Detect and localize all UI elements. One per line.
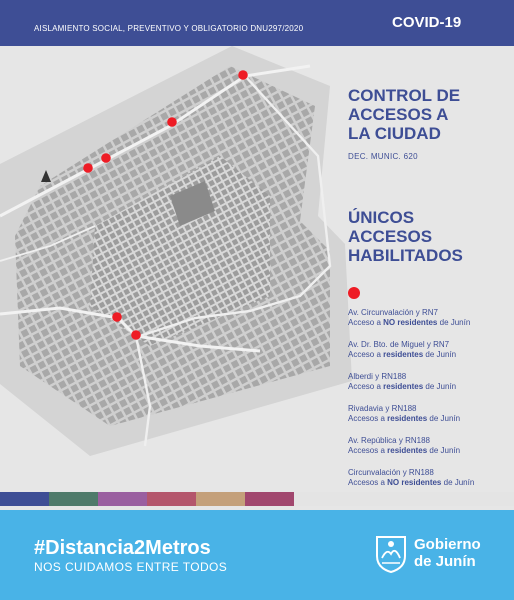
stripe (98, 492, 147, 506)
header-subtitle: AISLAMIENTO SOCIAL, PREVENTIVO Y OBLIGATORIO DNU297/2020 (34, 24, 304, 33)
panel-subtitle (348, 208, 508, 265)
footer-banner (0, 510, 514, 600)
access-point-2 (167, 117, 177, 127)
access-point-4 (83, 163, 93, 173)
note-highlight: NO residentes (387, 478, 442, 487)
panel-title-line: CONTROL DE (348, 86, 461, 105)
list-item (348, 436, 514, 468)
access-note (348, 478, 514, 488)
note-prefix: Accesos a (348, 414, 388, 423)
note-suffix: de Junín (441, 478, 475, 487)
note-prefix: Acceso a (348, 382, 384, 391)
main-area (0, 46, 514, 492)
access-road: Av. República y RN188 (348, 436, 430, 445)
color-stripes (0, 492, 294, 506)
note-suffix: de Junín (423, 350, 457, 359)
stripe (0, 492, 49, 506)
stripe (245, 492, 294, 506)
note-highlight: residentes (387, 446, 428, 455)
panel-title-line: ACCESOS A (348, 105, 449, 124)
access-point-3 (101, 153, 111, 163)
gov-line: Gobierno (414, 536, 481, 553)
note-suffix: de Junín (427, 414, 461, 423)
access-point-1 (238, 70, 248, 80)
access-road: Av. Dr. Bto. de Miguel y RN7 (348, 340, 450, 349)
list-item (348, 468, 514, 500)
coat-of-arms-icon (374, 534, 408, 574)
access-marker-icon (348, 287, 360, 299)
panel-subtitle-line: HABILITADOS (348, 246, 463, 265)
stripe (49, 492, 98, 506)
top-banner (0, 0, 514, 46)
note-suffix: de Junín (423, 382, 457, 391)
covid-badge: COVID-19 (392, 14, 462, 31)
access-note (348, 414, 514, 424)
list-item (348, 372, 514, 404)
note-highlight: residentes (387, 414, 428, 423)
note-highlight: residentes (383, 382, 424, 391)
access-note (348, 318, 514, 328)
access-road: Alberdi y RN188 (348, 372, 407, 381)
note-suffix: de Junín (437, 318, 471, 327)
access-point-5 (112, 312, 122, 322)
gov-line: de Junín (414, 553, 476, 570)
note-highlight: residentes (383, 350, 424, 359)
stripe (147, 492, 196, 506)
panel-title (348, 86, 498, 143)
access-note (348, 382, 514, 392)
decree-label: DEC. MUNIC. 620 (348, 152, 418, 161)
panel-subtitle-line: ÚNICOS (348, 208, 415, 227)
government-logo-text (414, 536, 481, 570)
hashtag: #Distancia2Metros (34, 537, 211, 559)
access-road: Av. Circunvalación y RN7 (348, 308, 438, 317)
note-prefix: Accesos a (348, 446, 388, 455)
stripe (196, 492, 245, 506)
list-item (348, 404, 514, 436)
panel-subtitle-line: ACCESOS (348, 227, 433, 246)
note-prefix: Accesos a (348, 478, 388, 487)
access-note (348, 446, 514, 456)
slogan: NOS CUIDAMOS ENTRE TODOS (34, 560, 228, 574)
list-item (348, 340, 514, 372)
note-suffix: de Junín (427, 446, 461, 455)
access-list (348, 308, 514, 500)
note-prefix: Acceso a (348, 350, 384, 359)
list-item (348, 308, 514, 340)
note-highlight: NO residentes (383, 318, 438, 327)
access-road: Circunvalación y RN188 (348, 468, 434, 477)
access-road: Rivadavia y RN188 (348, 404, 417, 413)
access-point-6 (131, 330, 141, 340)
panel-title-line: LA CIUDAD (348, 124, 441, 143)
access-note (348, 350, 514, 360)
note-prefix: Acceso a (348, 318, 384, 327)
